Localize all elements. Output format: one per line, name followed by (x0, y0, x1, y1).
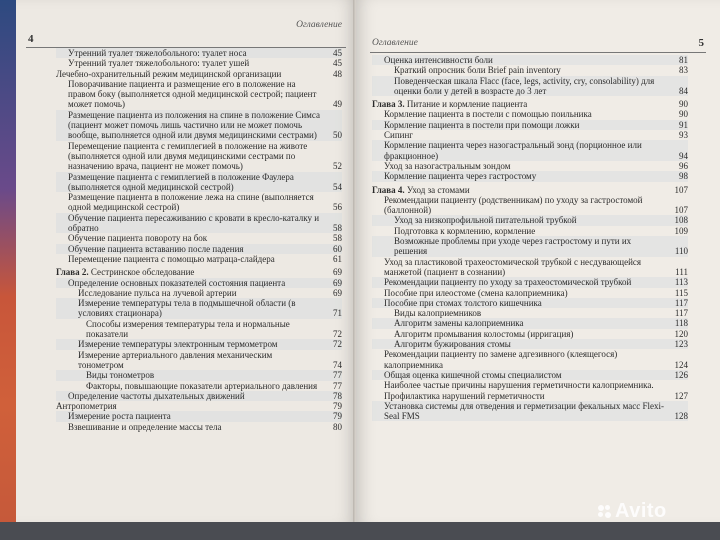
toc-entry (372, 308, 688, 318)
toc-entry-page: 69 (333, 287, 342, 298)
toc-entry-page: 61 (333, 253, 342, 264)
toc-entry-title: Питание и кормление пациента (406, 99, 528, 110)
toc-entry-title: Утренний туалет тяжелобольного: туалет ушей (68, 58, 250, 69)
toc-entry-title: Способы измерения температуры тела и нормальные показатели (86, 318, 290, 340)
toc-entry-page: 115 (674, 287, 688, 298)
toc-entry (372, 236, 688, 257)
toc-entry-title: Размещение пациента из положения на спине в положение Симса (пациент может помочь лишь частично или не может помочь вообще, выполняется одной или двумя медицинскими сестрами) (68, 109, 320, 141)
toc-entry (56, 192, 342, 213)
toc-entry (372, 161, 688, 171)
left-page (16, 0, 356, 525)
toc-entry (372, 298, 688, 308)
toc-entry-title: Сестринское обследование (90, 267, 195, 278)
toc-entry (56, 370, 342, 380)
toc-chapter-label: Глава 3. (372, 99, 405, 110)
toc-entry-title: Размещение пациента в положение лежа на спине (выполняется одной медицинской сестрой) (68, 192, 314, 213)
toc-entry-title: Факторы, повышающие показатели артериального давления (86, 380, 318, 391)
toc-entry (56, 298, 342, 319)
toc-entry (372, 349, 688, 370)
toc-entry-page: 93 (679, 130, 688, 141)
toc-entry-title: Кормление пациента в постели при помощи ложки (384, 119, 580, 130)
toc-entry (56, 339, 342, 349)
toc-entry-title: Установка системы для отведения и герметизации фекальных масс Flexi-Seal FMS (384, 400, 664, 422)
toc-entry-title: Измерение температуры тела в подмышечной области (в условиях стационара) (78, 298, 296, 319)
toc-entry-page: 90 (679, 109, 688, 120)
toc-entry (372, 76, 688, 97)
toc-entry-page: 107 (674, 184, 688, 195)
avito-logo-icon (598, 505, 612, 519)
toc-entry-page: 77 (333, 370, 342, 381)
toc-entry-title: Уход за низкопрофильной питательной трубкой (394, 215, 577, 226)
toc-entry-title: Лечебно-охранительный режим медицинской организации (56, 68, 282, 79)
toc-entry-page: 79 (333, 401, 342, 412)
toc-entry (372, 257, 688, 278)
toc-entry-page: 60 (333, 243, 342, 254)
toc-entry-page: 69 (333, 277, 342, 288)
toc-entry-page: 108 (674, 215, 688, 226)
toc-entry-title: Оценка интенсивности боли (384, 55, 493, 65)
toc-entry-page: 118 (674, 318, 688, 329)
toc-entry-title: Исследование пульса на лучевой артерии (78, 287, 237, 298)
toc-entry-page: 50 (333, 130, 342, 141)
toc-entry (372, 171, 688, 181)
toc-entry-title: Подготовка к кормлению, кормление (394, 225, 536, 236)
toc-entry-title: Сипинг (384, 130, 413, 141)
toc-entry-page: 58 (333, 233, 342, 244)
toc-entry (372, 195, 688, 216)
toc-entry-title: Наиболее частые причины нарушения герметичности калоприемника. Профилактика нарушений герметичности (384, 380, 654, 401)
toc-entry (372, 401, 688, 422)
toc-entry (372, 120, 688, 130)
toc-chapter-entry (372, 185, 688, 195)
toc-entry-page: 71 (333, 308, 342, 319)
avito-watermark: Avito (615, 500, 667, 522)
toc-entry-title: Виды тонометров (86, 370, 155, 381)
toc-entry-page: 69 (333, 267, 342, 278)
toc-entry-page: 120 (674, 328, 688, 339)
right-page-number: 5 (698, 37, 704, 49)
toc-entry (372, 226, 688, 236)
toc-entry (372, 215, 688, 225)
toc-entry-page: 54 (333, 181, 342, 192)
toc-entry-page: 96 (679, 160, 688, 171)
toc-entry-page: 72 (333, 339, 342, 350)
toc-entry-page: 117 (674, 297, 688, 308)
toc-chapter-entry (372, 99, 688, 109)
left-page-header: Оглавление (296, 20, 342, 30)
toc-entry-title: Кормление пациента через назогастральный зонд (порционное или фракционное) (384, 140, 642, 161)
toc-entry-title: Утренний туалет тяжелобольного: туалет носа (68, 48, 247, 58)
toc-entry-page: 128 (674, 411, 688, 422)
toc-entry (56, 233, 342, 243)
toc-entry-title: Измерение артериального давления механическим тонометром (78, 349, 273, 370)
toc-entry-title: Определение частоты дыхательных движений (68, 390, 245, 401)
toc-entry (56, 288, 342, 298)
toc-entry (372, 318, 688, 328)
toc-entry-page: 81 (679, 55, 688, 65)
toc-entry-title: Пособие при илеостоме (смена калоприемника) (384, 287, 568, 298)
toc-entry-page: 83 (679, 65, 688, 76)
toc-entry-title: Алгоритм бужирования стомы (394, 339, 511, 350)
toc-entry-page: 109 (674, 225, 688, 236)
toc-entry-title: Антропометрия (56, 401, 117, 412)
toc-entry-page: 123 (674, 339, 688, 350)
toc-entry-page: 72 (333, 329, 342, 340)
toc-entry-page: 110 (674, 246, 688, 257)
toc-entry-title: Рекомендации пациенту (родственникам) по уходу за гастростомой (баллонной) (384, 194, 643, 216)
toc-entry-title: Обучение пациента повороту на бок (68, 233, 208, 244)
toc-entry-title: Уход за стомами (406, 184, 470, 195)
toc-entry (56, 401, 342, 411)
toc-entry-page: 113 (674, 277, 688, 288)
toc-entry-title: Виды калоприемников (394, 308, 482, 319)
toc-entry (372, 370, 688, 380)
toc-entry-page: 94 (679, 150, 688, 161)
toc-entry-title: Перемещение пациента с помощью матраца-слайдера (68, 253, 275, 264)
left-toc-list (56, 48, 342, 432)
toc-entry-page: 45 (333, 48, 342, 58)
toc-entry-page: 91 (679, 119, 688, 130)
toc-entry (56, 278, 342, 288)
toc-entry (56, 254, 342, 264)
toc-entry-title: Краткий опросник боли Brief pain inventory (394, 65, 561, 76)
right-page-header: Оглавление (372, 38, 418, 48)
toc-entry-title: Алгоритм промывания колостомы (ирригация) (394, 328, 574, 339)
toc-entry-title: Рекомендации пациенту по уходу за трахеостомической трубкой (384, 277, 632, 288)
toc-entry (56, 213, 342, 234)
toc-entry-title: Обучение пациента пересаживанию с кровати в кресло-каталку и обратно (68, 212, 320, 234)
toc-entry (56, 319, 342, 340)
toc-entry (372, 130, 688, 140)
toc-entry-page: 98 (679, 171, 688, 182)
toc-chapter-entry (56, 267, 342, 277)
toc-entry (56, 244, 342, 254)
toc-entry-page: 126 (674, 369, 688, 380)
toc-entry (56, 48, 342, 58)
toc-entry (372, 339, 688, 349)
toc-entry-page: 77 (333, 380, 342, 391)
toc-entry (56, 411, 342, 421)
right-header-rule (370, 52, 706, 53)
toc-entry (56, 422, 342, 432)
toc-entry-title: Перемещение пациента с гемиплегией в положение на животе (выполняется одной или двумя медицинскими сестрами по назначению врача, пациент не может помочь) (68, 140, 308, 172)
toc-entry-page: 58 (333, 223, 342, 234)
toc-entry-title: Измерение роста пациента (68, 411, 171, 422)
right-toc-list (372, 55, 688, 421)
toc-entry (56, 58, 342, 68)
toc-entry (372, 65, 688, 75)
toc-entry (372, 380, 688, 401)
toc-entry-title: Измерение температуры электронным термометром (78, 339, 278, 350)
toc-entry (56, 79, 342, 110)
toc-entry (56, 350, 342, 371)
toc-entry (372, 329, 688, 339)
toc-entry-page: 124 (674, 359, 688, 370)
toc-entry-page: 111 (675, 266, 688, 277)
toc-entry-page: 49 (333, 99, 342, 110)
right-page (356, 0, 720, 525)
toc-entry-page: 84 (679, 85, 688, 96)
toc-entry (56, 110, 342, 141)
toc-entry-title: Определение основных показателей состояния пациента (68, 277, 286, 288)
toc-entry-title: Возможные проблемы при уходе через гастростому и пути их решения (394, 236, 632, 257)
table-surface (0, 522, 720, 540)
toc-entry-page: 117 (674, 308, 688, 319)
toc-entry-page: 80 (333, 421, 342, 432)
toc-entry-title: Общая оценка кишечной стомы специалистом (384, 369, 562, 380)
toc-entry-page: 45 (333, 58, 342, 69)
toc-entry (56, 141, 342, 172)
left-page-number: 4 (28, 33, 34, 45)
toc-entry-page: 74 (333, 359, 342, 370)
toc-chapter-label: Глава 2. (56, 267, 89, 278)
toc-chapter-label: Глава 4. (372, 184, 405, 195)
toc-entry (372, 140, 688, 161)
toc-entry-page: 107 (674, 205, 688, 216)
toc-entry (372, 55, 688, 65)
toc-entry-title: Обучение пациента вставанию после падения (68, 243, 244, 254)
toc-entry (56, 381, 342, 391)
toc-entry-title: Рекомендации пациенту по замене адгезивного (клеящегося) калоприемника (384, 349, 618, 370)
toc-entry (372, 109, 688, 119)
toc-entry (372, 288, 688, 298)
toc-entry-page: 78 (333, 390, 342, 401)
toc-entry-title: Поведенческая шкала Flacc (face, legs, activity, cry, consolability) для оценки боли у детей в возрасте до 3 лет (394, 75, 655, 96)
toc-entry-title: Уход за назогастральным зондом (384, 160, 511, 171)
toc-entry-title: Поворачивание пациента и размещение его в положение на правом боку (выполняется одной медицинской сестрой; пациент может помочь) (68, 78, 317, 110)
toc-entry-title: Взвешивание и определение массы тела (68, 421, 222, 432)
toc-entry (372, 277, 688, 287)
toc-entry (56, 391, 342, 401)
toc-entry-title: Уход за пластиковой трахеостомической трубкой с несдувающейся манжетой (пациент в сознании) (384, 256, 642, 277)
toc-entry-page: 90 (679, 99, 688, 110)
toc-entry-title: Кормление пациента в постели с помощью поильника (384, 109, 592, 120)
toc-entry-page: 48 (333, 68, 342, 79)
toc-entry (56, 69, 342, 79)
toc-entry-title: Пособие при стомах толстого кишечника (384, 297, 542, 308)
toc-entry-page: 52 (333, 161, 342, 172)
toc-entry-title: Размещение пациента с гемиплегией в положение Фаулера (выполняется одной медицинской сестрой) (68, 171, 294, 192)
toc-entry-title: Кормление пациента через гастростому (384, 171, 537, 182)
toc-entry (56, 172, 342, 193)
toc-entry-page: 79 (333, 411, 342, 422)
toc-entry-title: Алгоритм замены калоприемника (394, 318, 524, 329)
toc-entry-page: 56 (333, 202, 342, 213)
toc-entry-page: 127 (674, 390, 688, 401)
